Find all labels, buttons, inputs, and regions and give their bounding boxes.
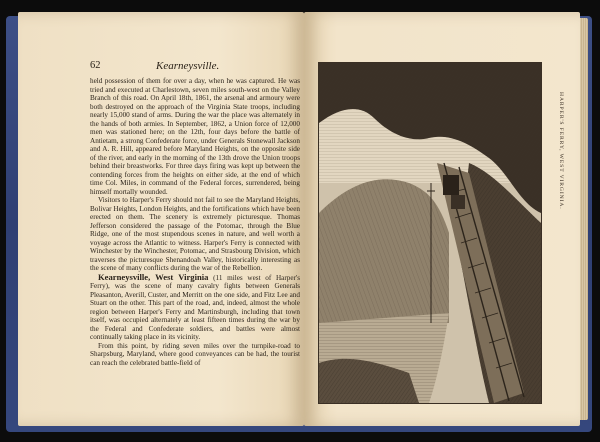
entry-body: (11 miles west of Harper's Ferry), was the scene of many cavalry fights between Generals Pleasanton, Averill, Custer, and Merritt on the one side, and Fitz Lee and Stuart on the other. This part of the road, and, indeed, almost the whole region between Harper's Ferry and Martinsburgh, including that town itself, was occupied alternately at least fifteen times during the war by the Federal and Confederate soldiers, and battles were almost continually taking place in its vicinity. — [90, 273, 300, 341]
right-page — [304, 12, 580, 426]
entry-paragraph — [90, 273, 300, 342]
running-title: Kearneysville. — [156, 60, 220, 72]
page-edges — [580, 18, 588, 420]
open-book — [6, 8, 594, 436]
harpers-ferry-engraving — [318, 62, 542, 404]
entry-heading: Kearneysville, West Virginia — [98, 271, 209, 282]
paragraph: From this point, by riding seven miles over the turnpike-road to Sharpsburg, Maryland, where good conveyances can be had, the tourist can reach the celebrated battle-field of — [90, 341, 300, 367]
paragraph: Visitors to Harper's Ferry should not fail to see the Maryland Heights, Bolivar Heights, London Heights, and the fortifications which have been erected on them. The scenery is extremely picturesque. Thomas Jefferson considered the passage of the Potomac, through the Blue Ridge, one of the most stupendous scenes in nature, and well worth a voyage across the Atlantic to witness. Harper's Ferry is connected with Winchester by the Winchester, Potomac, and Strasbourg Division, which traverses the picturesque Shenandoah Valley, historically interesting as the scene of many conflicts during the war of the Rebellion. — [90, 196, 300, 272]
caption-text: HARPER'S FERRY, WEST VIRGINIA. — [558, 92, 564, 210]
paragraph: held possession of them for over a day, when he was captured. He was tried and executed at Charlestown, seven miles south-west on the Valley Branch of this road. On April 18th, 1861, the arsenal and armoury were both destroyed on the approach of the Virginia State troops, including nearly 15,000 stand of arms. During the war the place was alternately in the hands of both armies. In September, 1862, a Union force of 12,000 men was stationed here; on the 12th, four days before the battle of Antietam, a strong Confederate force, under Generals Stonewall Jackson and A. R. Hill, appeared before Maryland Heights, on the opposite side of the river, and early in the morning of the 13th drove the Union troops behind their breastworks. For three days firing was kept up between the contending forces from the heights on either side, at the end of which time Col. Miles, in command of the Federal forces, surrendered, being himself mortally wounded. — [90, 77, 300, 196]
left-page — [18, 12, 304, 426]
body-text — [90, 77, 300, 367]
illustration-caption — [556, 92, 566, 352]
page-number: 62 — [90, 60, 101, 71]
page-header — [90, 60, 304, 74]
